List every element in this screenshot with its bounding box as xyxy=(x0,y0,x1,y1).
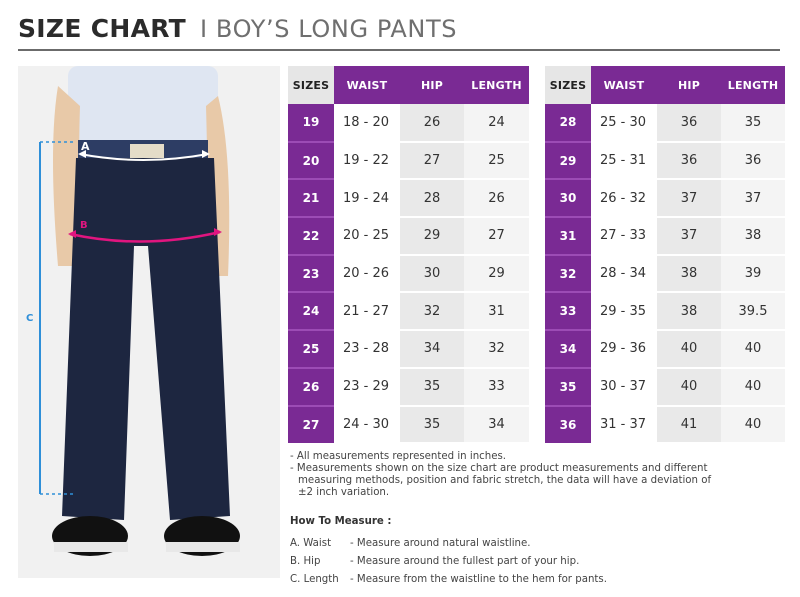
label-a: A xyxy=(81,140,90,153)
notes xyxy=(290,451,780,499)
shirt-shape xyxy=(68,66,218,144)
header-length: LENGTH xyxy=(464,66,529,104)
header-sizes: SIZES xyxy=(545,66,591,104)
waist-cell: 18 - 20 xyxy=(334,104,400,142)
waist-cell: 23 - 29 xyxy=(334,368,400,406)
waist-cell: 27 - 33 xyxy=(591,217,657,255)
size-cell: 21 xyxy=(288,179,334,217)
length-cell: 32 xyxy=(464,330,529,368)
hip-cell: 38 xyxy=(657,292,721,330)
table-row xyxy=(545,179,785,217)
size-cell: 34 xyxy=(545,330,591,368)
table-body-right xyxy=(545,104,785,443)
size-cell: 31 xyxy=(545,217,591,255)
label-b: B xyxy=(80,220,88,231)
hip-cell: 29 xyxy=(400,217,464,255)
size-cell: 24 xyxy=(288,292,334,330)
waist-cell: 31 - 37 xyxy=(591,406,657,444)
header-divider xyxy=(18,49,780,51)
waist-cell: 26 - 32 xyxy=(591,179,657,217)
waist-cell: 23 - 28 xyxy=(334,330,400,368)
table-row xyxy=(545,292,785,330)
size-cell: 36 xyxy=(545,406,591,444)
hip-cell: 37 xyxy=(657,179,721,217)
measure-row xyxy=(290,552,607,570)
table-header-row xyxy=(545,66,785,104)
table-row xyxy=(288,292,529,330)
table-row xyxy=(288,142,529,180)
size-cell: 23 xyxy=(288,255,334,293)
size-cell: 20 xyxy=(288,142,334,180)
label-c: C xyxy=(26,313,34,324)
waist-cell: 29 - 36 xyxy=(591,330,657,368)
length-cell: 25 xyxy=(464,142,529,180)
table-row xyxy=(545,406,785,444)
hip-cell: 30 xyxy=(400,255,464,293)
pants-shape xyxy=(62,158,230,520)
hip-cell: 27 xyxy=(400,142,464,180)
measure-key: B. Hip xyxy=(290,555,321,567)
waist-cell: 19 - 24 xyxy=(334,179,400,217)
size-cell: 19 xyxy=(288,104,334,142)
hip-cell: 37 xyxy=(657,217,721,255)
waist-cell: 19 - 22 xyxy=(334,142,400,180)
how-to-measure-title: How To Measure : xyxy=(290,516,392,527)
size-cell: 30 xyxy=(545,179,591,217)
table-row xyxy=(545,330,785,368)
table-body-left xyxy=(288,104,529,443)
table-row xyxy=(288,368,529,406)
table-row xyxy=(288,330,529,368)
waist-cell: 29 - 35 xyxy=(591,292,657,330)
note-line: - All measurements represented in inches. xyxy=(290,451,507,462)
waist-cell: 28 - 34 xyxy=(591,255,657,293)
hip-cell: 38 xyxy=(657,255,721,293)
table-header-row xyxy=(288,66,529,104)
table-row xyxy=(545,255,785,293)
hip-cell: 40 xyxy=(657,330,721,368)
page-subtitle: I BOY’S LONG PANTS xyxy=(200,15,458,43)
length-cell: 36 xyxy=(721,142,785,180)
table-row xyxy=(288,217,529,255)
header-waist: WAIST xyxy=(334,66,400,104)
waist-cell: 24 - 30 xyxy=(334,406,400,444)
length-cell: 33 xyxy=(464,368,529,406)
table-row xyxy=(288,255,529,293)
length-cell: 38 xyxy=(721,217,785,255)
table-row xyxy=(288,179,529,217)
page-header xyxy=(18,14,457,48)
hip-cell: 41 xyxy=(657,406,721,444)
length-cell: 26 xyxy=(464,179,529,217)
length-cell: 34 xyxy=(464,406,529,444)
note-line: measuring methods, position and fabric stretch, the data will have a deviation of xyxy=(298,475,712,486)
page-title: SIZE CHART xyxy=(18,14,187,43)
hip-cell: 26 xyxy=(400,104,464,142)
waist-cell: 30 - 37 xyxy=(591,368,657,406)
length-cell: 40 xyxy=(721,330,785,368)
measure-text: - Measure around natural waistline. xyxy=(350,537,531,549)
waist-cell: 20 - 26 xyxy=(334,255,400,293)
table-row xyxy=(288,104,529,142)
length-cell: 27 xyxy=(464,217,529,255)
measure-text: - Measure around the fullest part of your hip. xyxy=(350,555,580,567)
size-cell: 29 xyxy=(545,142,591,180)
length-cell: 39 xyxy=(721,255,785,293)
waist-cell: 25 - 31 xyxy=(591,142,657,180)
header-length: LENGTH xyxy=(721,66,785,104)
waist-cell: 21 - 27 xyxy=(334,292,400,330)
length-cell: 39.5 xyxy=(721,292,785,330)
table-row xyxy=(545,217,785,255)
header-hip: HIP xyxy=(400,66,464,104)
length-cell: 31 xyxy=(464,292,529,330)
waist-cell: 25 - 30 xyxy=(591,104,657,142)
length-cell: 37 xyxy=(721,179,785,217)
hip-cell: 36 xyxy=(657,142,721,180)
product-photo xyxy=(18,66,280,578)
table-row xyxy=(545,142,785,180)
size-cell: 33 xyxy=(545,292,591,330)
size-cell: 22 xyxy=(288,217,334,255)
hip-cell: 35 xyxy=(400,406,464,444)
size-cell: 25 xyxy=(288,330,334,368)
measure-key: C. Length xyxy=(290,573,339,585)
hip-cell: 34 xyxy=(400,330,464,368)
size-cell: 32 xyxy=(545,255,591,293)
table-row xyxy=(288,406,529,444)
header-waist: WAIST xyxy=(591,66,657,104)
hip-cell: 32 xyxy=(400,292,464,330)
waist-cell: 20 - 25 xyxy=(334,217,400,255)
size-cell: 28 xyxy=(545,104,591,142)
measure-text: - Measure from the waistline to the hem for pants. xyxy=(350,573,607,585)
size-table-left xyxy=(288,66,529,444)
measure-row xyxy=(290,534,607,552)
size-table-right xyxy=(545,66,785,444)
length-cell: 24 xyxy=(464,104,529,142)
right-sole-shape xyxy=(166,542,240,552)
note-line: - Measurements shown on the size chart are product measurements and different xyxy=(290,463,708,474)
hip-cell: 28 xyxy=(400,179,464,217)
length-cell: 29 xyxy=(464,255,529,293)
measure-row xyxy=(290,570,607,588)
size-cell: 27 xyxy=(288,406,334,444)
left-sole-shape xyxy=(54,542,128,552)
length-cell: 35 xyxy=(721,104,785,142)
how-to-measure xyxy=(290,516,607,588)
size-cell: 26 xyxy=(288,368,334,406)
measure-key: A. Waist xyxy=(290,537,332,549)
size-cell: 35 xyxy=(545,368,591,406)
length-cell: 40 xyxy=(721,406,785,444)
hip-cell: 35 xyxy=(400,368,464,406)
header-hip: HIP xyxy=(657,66,721,104)
note-line: ±2 inch variation. xyxy=(298,487,390,498)
pants-illustration xyxy=(18,66,280,578)
hip-cell: 36 xyxy=(657,104,721,142)
table-row xyxy=(545,368,785,406)
table-row xyxy=(545,104,785,142)
hip-cell: 40 xyxy=(657,368,721,406)
length-cell: 40 xyxy=(721,368,785,406)
header-sizes: SIZES xyxy=(288,66,334,104)
